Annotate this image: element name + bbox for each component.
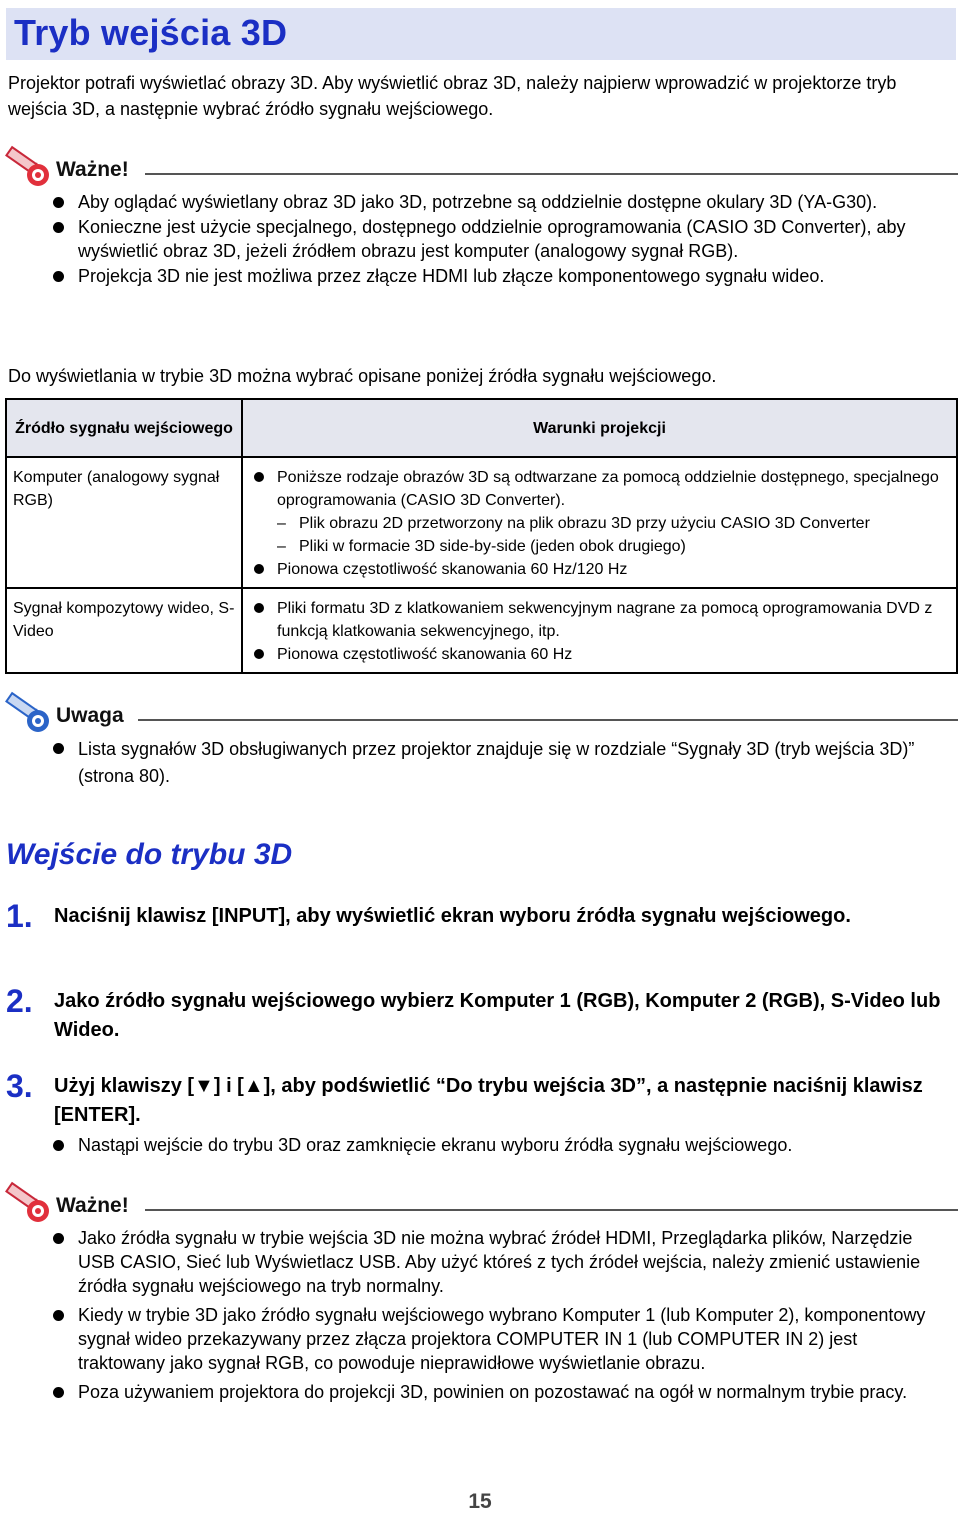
- note-label: Uwaga: [56, 704, 124, 727]
- table-header-row: [6, 399, 957, 457]
- condition-item: Pionowa częstotliwość skanowania 60 Hz: [249, 643, 950, 666]
- condition-text: Poniższe rodzaje obrazów 3D są odtwarzane za pomocą oddzielnie dostępnego, specjalnego oprogramowania (CASIO 3D Converter).: [277, 469, 939, 509]
- condition-item: Pliki formatu 3D z klatkowaniem sekwencyjnym nagrane za pomocą oprogramowania DVD z funkcją klatkowania sekwencyjnego, itp.: [249, 597, 950, 643]
- header-conditions: Warunki projekcji: [242, 399, 957, 457]
- note-pencil-icon: [4, 690, 56, 736]
- condition-subitem: – Plik obrazu 2D przetworzony na plik obrazu 3D przy użyciu CASIO 3D Converter: [249, 512, 950, 535]
- important-header: [0, 144, 960, 190]
- note-item: Lista sygnałów 3D obsługiwanych przez projektor znajduje się w rozdziale “Sygnały 3D (tryb wejścia 3D)” (strona 80).: [0, 736, 960, 790]
- important-item: Poza używaniem projektora do projekcji 3D, powinien on pozostawać na ogół w normalnym trybie pracy.: [0, 1380, 960, 1404]
- intro-paragraph: Projektor potrafi wyświetlać obrazy 3D. Aby wyświetlić obraz 3D, należy najpierw wprowadzić w projektorze tryb wejścia 3D, a następnie wybrać źródło sygnału wejściowego.: [8, 73, 897, 119]
- important-label: Ważne!: [56, 158, 129, 181]
- table-row: [6, 588, 957, 673]
- important-item: Jako źródła sygnału w trybie wejścia 3D nie można wybrać źródeł HDMI, Przeglądarka plików, Narzędzie USB CASIO, Sieć lub Wyświetlacz USB. Aby użyć któreś z tych źródeł wejścia, należy zmienić ustawienie źródła sygnału wejściowego na tryb normalny.: [0, 1226, 960, 1298]
- important-pencil-icon: [4, 144, 56, 190]
- conditions-cell: [242, 588, 957, 673]
- page-number: 15: [468, 1490, 492, 1513]
- step-bullet-item: Nastąpi wejście do trybu 3D oraz zamknięcie ekranu wyboru źródła sygnału wejściowego.: [0, 1133, 960, 1157]
- important-list: [0, 1226, 960, 1404]
- step-text: Użyj klawiszy [▼] i [▲], aby podświetlić “Do trybu wejścia 3D”, a następnie naciśnij klawisz [ENTER].: [54, 1075, 923, 1126]
- important-divider: [145, 173, 958, 175]
- table-intro: Do wyświetlania w trybie 3D można wybrać opisane poniżej źródła sygnału wejściowego.: [8, 366, 717, 386]
- note-list: [0, 736, 960, 790]
- conditions-cell: [242, 457, 957, 588]
- note-divider: [138, 719, 958, 721]
- step-number: 1.: [6, 898, 33, 934]
- step-text: Jako źródło sygnału wejściowego wybierz Komputer 1 (RGB), Komputer 2 (RGB), S-Video lub Wideo.: [54, 990, 941, 1041]
- condition-item: [249, 466, 950, 558]
- important-item: Konieczne jest użycie specjalnego, dostępnego oddzielnie oprogramowania (CASIO 3D Converter), aby wyświetlić obraz 3D, jeżeli źródłem obrazu jest komputer (analogowy sygnał RGB).: [0, 215, 960, 263]
- note-box: [0, 690, 960, 791]
- important-header: [0, 1180, 960, 1226]
- step-text: Naciśnij klawisz [INPUT], aby wyświetlić ekran wyboru źródła sygnału wejściowego.: [54, 905, 851, 927]
- step-number: 2.: [6, 983, 33, 1019]
- condition-subitem: – Pliki w formacie 3D side-by-side (jeden obok drugiego): [249, 535, 950, 558]
- important-label: Ważne!: [56, 1194, 129, 1217]
- important-item: Aby oglądać wyświetlany obraz 3D jako 3D, potrzebne są oddzielnie dostępne okulary 3D (YA-G30).: [0, 190, 960, 214]
- step-3-bullet: [0, 1133, 960, 1158]
- page-title: Tryb wejścia 3D: [14, 12, 288, 53]
- important-list: [0, 190, 960, 288]
- important-box-2: [0, 1180, 960, 1405]
- important-pencil-icon: [4, 1180, 56, 1226]
- step-number: 3.: [6, 1068, 33, 1104]
- source-cell: Komputer (analogowy sygnał RGB): [6, 457, 242, 588]
- important-divider: [145, 1209, 958, 1211]
- important-item: Kiedy w trybie 3D jako źródło sygnału wejściowego wybrano Komputer 1 (lub Komputer 2), komponentowy sygnał wideo przekazywany przez złącza projektora COMPUTER IN 1 (lub COMPUTER IN 2) jest traktowany jako sygnał RGB, co powoduje nieprawidłowe wyświetlanie obrazu.: [0, 1303, 960, 1375]
- source-cell: Sygnał kompozytowy wideo, S-Video: [6, 588, 242, 673]
- important-box: [0, 144, 960, 289]
- section-title: Wejście do trybu 3D: [6, 838, 293, 871]
- table-row: [6, 457, 957, 588]
- condition-item: Pionowa częstotliwość skanowania 60 Hz/120 Hz: [249, 558, 950, 581]
- input-source-table: [5, 398, 958, 674]
- note-header: [0, 690, 960, 736]
- important-item: Projekcja 3D nie jest możliwa przez złącze HDMI lub złącze komponentowego sygnału wideo.: [0, 264, 960, 288]
- header-source: Źródło sygnału wejściowego: [6, 399, 242, 457]
